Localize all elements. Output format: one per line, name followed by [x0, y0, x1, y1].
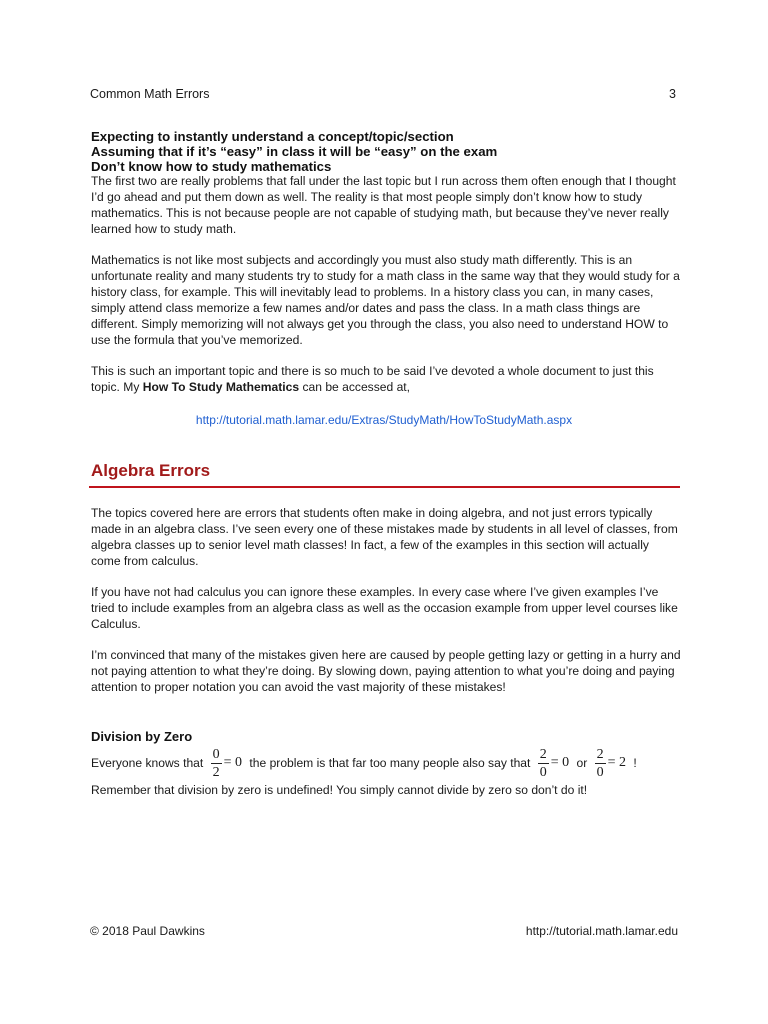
- numerator: 2: [539, 746, 547, 762]
- running-header-title: Common Math Errors: [90, 87, 210, 101]
- denominator: 0: [596, 764, 604, 780]
- paragraph-text: [91, 364, 681, 396]
- study-math-link[interactable]: http://tutorial.math.lamar.edu/Extras/StudyMath/HowToStudyMath.aspx: [195, 413, 573, 427]
- topic-headings: [91, 129, 497, 174]
- section-paragraph: [91, 648, 681, 696]
- fraction-bar: [595, 763, 606, 764]
- fraction-bar: [211, 763, 222, 764]
- study-paragraph: [91, 364, 681, 396]
- math-text: !: [630, 756, 637, 770]
- math-text: the problem is that far too many people also say that: [246, 756, 534, 770]
- subsection-heading: Division by Zero: [91, 729, 193, 744]
- page-number: 3: [669, 87, 676, 101]
- fraction: [595, 748, 606, 779]
- math-text: or: [573, 756, 591, 770]
- topic-heading: Don’t know how to study mathematics: [91, 159, 332, 174]
- study-text-before: This is such an important topic and there is so much to be said I’ve devoted a whole document to just this topic. My: [91, 364, 654, 394]
- denominator: 2: [212, 764, 220, 780]
- study-doc-title: How To Study Mathematics: [142, 379, 300, 394]
- equation-rhs: = 0: [550, 755, 570, 770]
- section-title: Algebra Errors: [91, 461, 211, 480]
- paragraph-text: Remember that division by zero is undefined! You simply cannot divide by zero so don’t do it!: [91, 783, 588, 797]
- section-paragraph: [91, 585, 681, 633]
- topic-heading: Expecting to instantly understand a concept/topic/section: [91, 129, 454, 144]
- numerator: 0: [212, 746, 220, 762]
- equation-rhs: = 2: [607, 755, 627, 770]
- paragraph-text: The first two are really problems that fall under the last topic but I run across them often enough that I thought I’d go ahead and put them down as well. The reality is that most people simply don’t know how to study mathematics. This is not because people are not capable of studying math, but because they’ve never really learned how to study math.: [91, 174, 676, 236]
- math-text: Everyone knows that: [91, 756, 207, 770]
- fraction: [211, 748, 222, 779]
- section-divider: [89, 486, 680, 488]
- equation-rhs: = 0: [223, 755, 243, 770]
- denominator: 0: [539, 764, 547, 780]
- paragraph-text: If you have not had calculus you can ignore these examples. In every case where I’ve given examples I’ve tried to include examples from an algebra class as well as the occasion example from upper level courses like Calculus.: [91, 585, 678, 631]
- intro-paragraph: [91, 253, 681, 348]
- numerator: 2: [596, 746, 604, 762]
- footer-copyright: © 2018 Paul Dawkins: [90, 924, 205, 938]
- fraction: [538, 748, 549, 779]
- footer-url[interactable]: http://tutorial.math.lamar.edu: [525, 924, 678, 938]
- fraction-bar: [538, 763, 549, 764]
- division-example-line: [91, 742, 637, 784]
- topic-heading: Assuming that if it’s “easy” in class it will be “easy” on the exam: [91, 144, 498, 159]
- paragraph-text: Mathematics is not like most subjects and accordingly you must also study math differently. This is an unfortunate reality and many students try to study for a math class in the same way that they would study for a history class, for example. This will inevitably lead to problems. In a history class you can, in many cases, simply attend class memorize a few names and/or dates and pass the class. In a math class things are different. Simply memorizing will not always get you through the class, you also need to understand HOW to use the formula that you’ve memorized.: [91, 253, 680, 347]
- paragraph-text: I’m convinced that many of the mistakes given here are caused by people getting lazy or getting in a hurry and not paying attention to what they’re doing. By slowing down, paying attention to what you’re doing and paying attention to proper notation you can avoid the vast majority of these mistakes!: [91, 648, 681, 694]
- paragraph-text: The topics covered here are errors that students often make in doing algebra, and not just errors typically made in an algebra class. I’ve seen every one of these mistakes made by students in all level of classes, from algebra classes up to senior level math classes! In fact, a few of the examples in this section will actually come from calculus.: [91, 506, 678, 568]
- section-paragraph: [91, 506, 681, 570]
- intro-paragraph: [91, 174, 681, 238]
- division-remember-text: [91, 783, 681, 799]
- study-text-after: can be accessed at,: [299, 379, 411, 394]
